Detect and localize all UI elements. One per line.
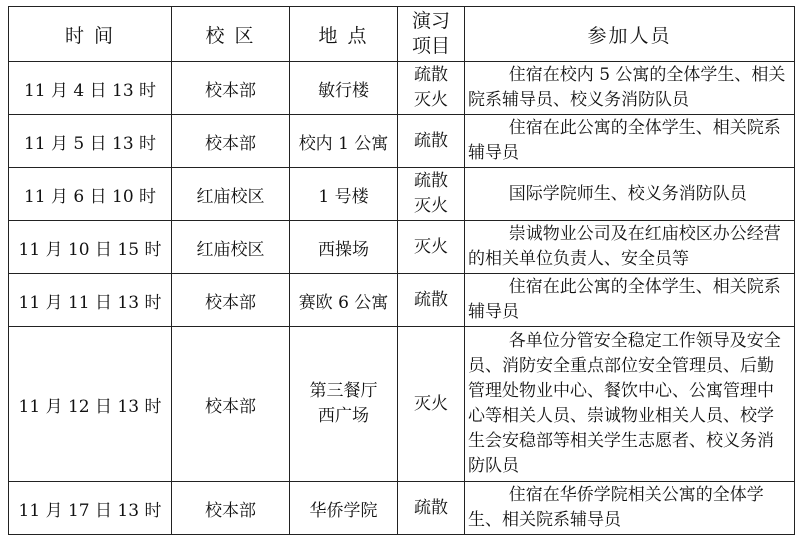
cell-campus: 校本部	[172, 482, 290, 535]
header-drill-type	[398, 7, 465, 62]
cell-time: 11 月 17 日 13 时	[9, 482, 172, 535]
cell-location: 西操场	[290, 221, 398, 274]
table-row	[9, 62, 795, 115]
drill-type-line2: 灭火	[414, 90, 448, 110]
header-row	[9, 7, 795, 62]
cell-campus: 红庙校区	[172, 168, 290, 221]
drill-type-line1: 疏散	[414, 65, 448, 85]
table-row	[9, 327, 795, 482]
cell-time: 11 月 11 日 13 时	[9, 274, 172, 327]
header-participants: 参加人员	[465, 7, 795, 62]
cell-location: 华侨学院	[290, 482, 398, 535]
cell-time: 11 月 4 日 13 时	[9, 62, 172, 115]
cell-drill-type: 疏散	[398, 115, 465, 168]
cell-participants: 住宿在校内 5 公寓的全体学生、相关院系辅导员、校义务消防队员	[465, 62, 795, 115]
cell-campus: 校本部	[172, 62, 290, 115]
drill-schedule-table	[8, 6, 795, 535]
cell-participants: 崇诚物业公司及在红庙校区办公经营的相关单位负责人、安全员等	[465, 221, 795, 274]
location-line1: 第三餐厅	[309, 381, 378, 401]
table-row	[9, 482, 795, 535]
table-row	[9, 168, 795, 221]
cell-participants: 住宿在华侨学院相关公寓的全体学生、相关院系辅导员	[465, 482, 795, 535]
drill-type-line2: 灭火	[414, 196, 448, 216]
cell-location	[290, 327, 398, 482]
location-line2: 西广场	[318, 406, 369, 426]
cell-time: 11 月 10 日 15 时	[9, 221, 172, 274]
cell-time: 11 月 12 日 13 时	[9, 327, 172, 482]
cell-drill-type: 灭火	[398, 221, 465, 274]
cell-campus: 校本部	[172, 115, 290, 168]
cell-location: 1 号楼	[290, 168, 398, 221]
cell-drill-type: 灭火	[398, 327, 465, 482]
cell-location: 赛欧 6 公寓	[290, 274, 398, 327]
header-location: 地 点	[290, 7, 398, 62]
header-time: 时 间	[9, 7, 172, 62]
cell-time: 11 月 5 日 13 时	[9, 115, 172, 168]
drill-type-line1: 疏散	[414, 171, 448, 191]
cell-campus: 校本部	[172, 327, 290, 482]
cell-participants: 各单位分管安全稳定工作领导及安全员、消防安全重点部位安全管理员、后勤管理处物业中心、餐饮中心、公寓管理中心等相关人员、崇诚物业相关人员、校学生会安稳部等相关学生志愿者、校义务消防队员	[465, 327, 795, 482]
cell-drill-type: 疏散	[398, 482, 465, 535]
table-row	[9, 274, 795, 327]
cell-campus: 红庙校区	[172, 221, 290, 274]
header-drill-type-line2: 项目	[411, 35, 450, 57]
cell-time: 11 月 6 日 10 时	[9, 168, 172, 221]
cell-location: 校内 1 公寓	[290, 115, 398, 168]
cell-location: 敏行楼	[290, 62, 398, 115]
header-campus: 校 区	[172, 7, 290, 62]
cell-participants: 住宿在此公寓的全体学生、相关院系辅导员	[465, 115, 795, 168]
cell-participants: 国际学院师生、校义务消防队员	[465, 168, 795, 221]
cell-drill-type	[398, 62, 465, 115]
cell-drill-type	[398, 168, 465, 221]
table-row	[9, 221, 795, 274]
cell-campus: 校本部	[172, 274, 290, 327]
header-drill-type-line1: 演习	[411, 10, 450, 32]
cell-drill-type: 疏散	[398, 274, 465, 327]
table-row	[9, 115, 795, 168]
cell-participants: 住宿在此公寓的全体学生、相关院系辅导员	[465, 274, 795, 327]
